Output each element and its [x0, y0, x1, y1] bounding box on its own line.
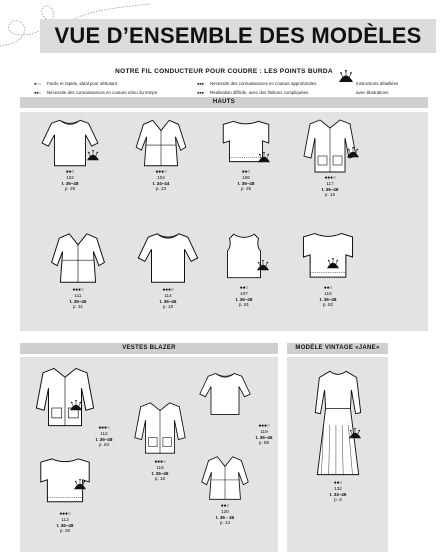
- model-size: t. 36–46: [69, 298, 87, 304]
- model-size: t. 34–44: [152, 180, 170, 186]
- section-header-hauts: HAUTS: [20, 97, 428, 108]
- model-number: 113: [61, 517, 69, 522]
- difficulty-dots: ●●○: [323, 285, 333, 291]
- difficulty-dots: ●●○: [65, 169, 75, 175]
- garment-113-icon: [32, 452, 98, 512]
- model-120[interactable]: [190, 452, 260, 526]
- subtitle: NOTRE FIL CONDUCTEUR POUR COUDRE : LES POINTS BURDA: [115, 68, 333, 75]
- model-112[interactable]: [25, 360, 105, 434]
- legend-text: Nécessite des connaissances en couture et/ou du temps: [47, 90, 158, 95]
- model-number: 106: [242, 175, 250, 180]
- difficulty-dots: ●●●○: [258, 423, 270, 429]
- difficulty-dots: ●●○: [241, 169, 251, 175]
- model-size: t. 36–48: [61, 180, 79, 186]
- difficulty-dots: ●●○: [220, 503, 230, 509]
- model-page: p. 29: [64, 186, 76, 191]
- pincushion-icon: [255, 260, 271, 272]
- model-113[interactable]: [25, 452, 105, 534]
- legend-dots: ●●○: [34, 90, 41, 95]
- model-number: 117: [326, 181, 334, 186]
- model-label: [34, 170, 106, 192]
- model-size: t. 36–48: [319, 296, 337, 302]
- model-size: t. 36–46: [159, 298, 177, 304]
- model-114[interactable]: [128, 228, 208, 310]
- model-number: 116: [156, 465, 164, 470]
- difficulty-dots: ●●○: [239, 285, 249, 291]
- model-number: 118: [324, 291, 332, 296]
- model-page: p. 25: [240, 186, 252, 191]
- model-size: t. 36–48: [237, 180, 255, 186]
- legend-left: [34, 79, 157, 97]
- model-page: p. 31: [72, 304, 84, 309]
- model-page: p. 84: [98, 442, 110, 447]
- model-number: 112: [100, 431, 108, 436]
- garment-104-icon: [130, 116, 192, 170]
- legend-text: Réalisation difficile, avec des finitions compliquées: [210, 90, 309, 95]
- garment-132-icon: [307, 367, 369, 481]
- garment-111-icon: [45, 228, 111, 288]
- model-label: [38, 288, 118, 310]
- model-page: p. 16: [154, 476, 166, 481]
- garment-114-icon: [135, 228, 201, 288]
- model-label: [190, 504, 260, 526]
- garment-107-icon: [213, 228, 275, 286]
- model-size: t. 36–48: [321, 186, 339, 192]
- model-page: p. 23: [155, 186, 167, 191]
- pincushion-icon: [337, 70, 355, 84]
- model-119[interactable]: [190, 363, 260, 425]
- garment-118-icon: [290, 228, 366, 286]
- pincushion-icon: [68, 400, 84, 412]
- model-number: 102: [66, 175, 74, 180]
- model-132[interactable]: [300, 367, 376, 503]
- garment-120-icon: [196, 452, 254, 504]
- model-page: p. 14: [219, 520, 231, 525]
- model-number: 107: [240, 291, 248, 296]
- legend-text: Facile et rapide, idéal pour débutant: [47, 81, 118, 86]
- difficulty-dots: ●●●○: [59, 511, 71, 517]
- model-number: 120: [221, 509, 229, 514]
- model-size: t. 36 - 46: [215, 514, 235, 520]
- model-page: p. 15: [324, 192, 336, 197]
- model-page: p. 85: [258, 440, 270, 445]
- model-number: 111: [74, 293, 82, 298]
- model-label: [208, 286, 280, 308]
- model-number: 119: [260, 429, 268, 434]
- difficulty-dots: ●●●○: [72, 287, 84, 293]
- legend-dots: ●●●: [197, 81, 204, 86]
- difficulty-dots: ●●●○: [154, 459, 166, 465]
- model-size: t. 36–48: [95, 436, 113, 442]
- model-page: p. 8: [334, 497, 342, 502]
- title-banner: [40, 19, 436, 53]
- section-header-vintage: MODÈLE VINTAGE «JANE»: [287, 343, 388, 354]
- legend-dots: ●●●: [197, 90, 204, 95]
- model-label: [290, 176, 370, 198]
- page-title: VUE D’ENSEMBLE DES MODÈLES: [54, 23, 422, 48]
- difficulty-dots: ●●●○: [162, 287, 174, 293]
- model-size: t. 34–46: [329, 491, 347, 497]
- legend-right: [356, 79, 398, 97]
- model-page: p. 81: [238, 302, 250, 307]
- model-label: [285, 286, 371, 308]
- model-size: t. 36–46: [151, 470, 169, 476]
- model-number: 132: [334, 486, 342, 491]
- legend-middle: [197, 79, 316, 97]
- pincushion-icon: [325, 258, 341, 270]
- model-page: p. 26: [59, 528, 71, 533]
- pincushion-icon: [345, 147, 361, 159]
- model-116[interactable]: [125, 396, 195, 482]
- model-label: [125, 460, 195, 482]
- model-104[interactable]: [125, 116, 197, 192]
- legend-text: Nécessite des connaissances en couture approfondies: [210, 81, 317, 86]
- difficulty-dots: ●●●○: [98, 425, 110, 431]
- legend-dots: ●○○: [34, 81, 41, 86]
- pincushion-icon: [72, 479, 88, 491]
- model-label: [300, 481, 376, 503]
- garment-116-icon: [131, 396, 189, 460]
- model-label: [210, 170, 282, 192]
- difficulty-dots: ●●●○: [155, 169, 167, 175]
- pincushion-icon: [347, 428, 363, 440]
- model-label: [125, 170, 197, 192]
- model-page: p. 82: [322, 302, 334, 307]
- model-119-label: [246, 424, 282, 446]
- pincushion-icon: [85, 150, 101, 162]
- legend-text: avec illustrations: [356, 90, 389, 95]
- model-label: [128, 288, 208, 310]
- model-111[interactable]: [38, 228, 118, 310]
- model-size: t. 36–46: [255, 434, 273, 440]
- model-size: t. 36–48: [235, 296, 253, 302]
- difficulty-dots: ●●○: [333, 480, 343, 486]
- model-label: [25, 512, 105, 534]
- model-112-label: [84, 426, 124, 448]
- garment-112-icon: [32, 360, 98, 434]
- garment-119-icon: [197, 363, 253, 425]
- model-page: p. 18: [162, 304, 174, 309]
- model-size: t. 36–48: [56, 522, 74, 528]
- model-number: 104: [157, 175, 165, 180]
- garment-117-icon: [295, 116, 365, 176]
- legend-text: Instructions détaillées: [356, 81, 399, 86]
- pincushion-icon: [256, 152, 272, 164]
- section-header-vestes: VESTES BLAZER: [20, 343, 278, 354]
- model-number: 114: [164, 293, 172, 298]
- difficulty-dots: ●●●○: [324, 175, 336, 181]
